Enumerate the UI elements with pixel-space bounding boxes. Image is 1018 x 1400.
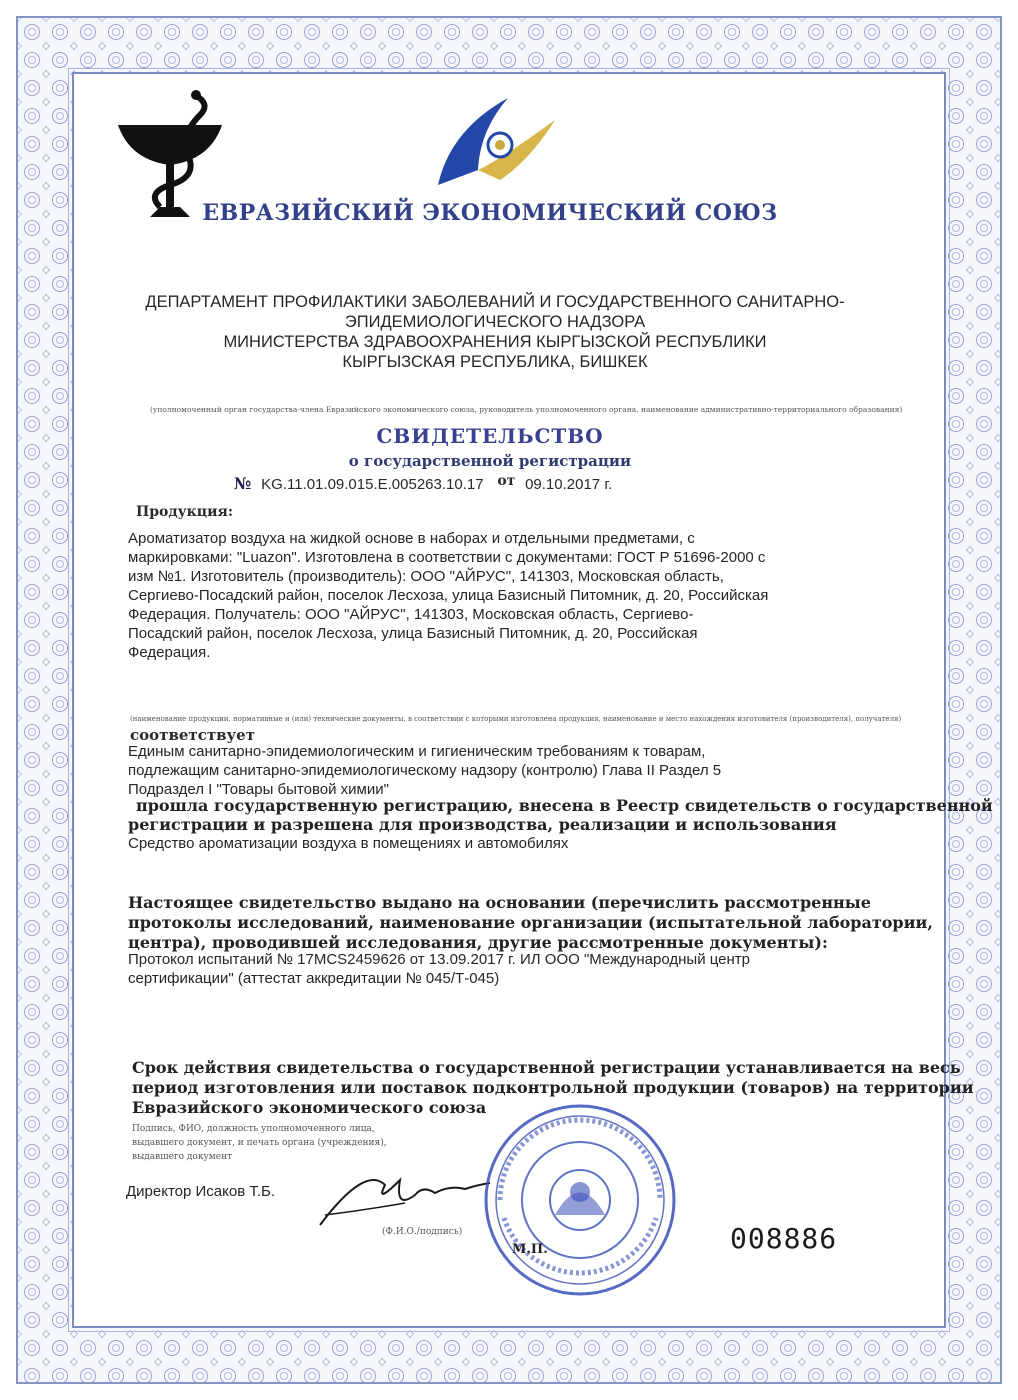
- certificate-subtitle: о государственной регистрации: [348, 452, 632, 470]
- department-line-2: ЭПИДЕМИОЛОГИЧЕСКОГО НАДЗОРА: [344, 313, 646, 331]
- basis-line-2: протоколы исследований, наименование организации (испытательной лаборатории,: [128, 913, 933, 932]
- basis-line-1: Настоящее свидетельство выдано на основании (перечислить рассмотренные: [128, 893, 871, 912]
- validity-line-3: Евразийского экономического союза: [132, 1098, 487, 1117]
- product-line-6: Посадский район, поселок Лесхоза, улица Базисный Питомник, д. 20, Российская: [128, 625, 698, 642]
- certificate-number: KG.11.01.09.015.E.005263.10.17: [261, 476, 484, 493]
- compliance-line-2: подлежащим санитарно-эпидемиологическому надзору (контролю) Глава II Раздел 5: [128, 762, 722, 779]
- compliance-line-1: Единым санитарно-эпидемиологическим и гигиеническим требованиям к товарам,: [128, 743, 706, 760]
- validity-line-1: Срок действия свидетельства о государственной регистрации устанавливается на весь: [132, 1058, 961, 1077]
- signature-note-line-3: выдавшего документ: [132, 1152, 233, 1162]
- registration-line-1: прошла государственную регистрацию, внесена в Реестр свидетельств о государственной: [136, 796, 993, 815]
- protocol-line-2: сертификации" (аттестат аккредитации № 045/Т-045): [128, 970, 500, 987]
- certificate-title: СВИДЕТЕЛЬСТВО: [376, 424, 604, 448]
- compliance-line-3: Подраздел I "Товары бытовой химии": [128, 781, 389, 798]
- department-line-3: МИНИСТЕРСТВА ЗДРАВООХРАНЕНИЯ КЫРГЫЗСКОЙ РЕСПУБЛИКИ: [223, 333, 767, 351]
- protocol-line-1: Протокол испытаний № 17MCS2459626 от 13.09.2017 г. ИЛ ООО "Международный центр: [128, 951, 751, 968]
- registration-usage: Средство ароматизации воздуха в помещениях и автомобилях: [128, 835, 569, 852]
- eaeu-emblem-icon: [430, 90, 560, 200]
- compliance-label: соответствует: [130, 726, 255, 744]
- date-label: от: [497, 473, 516, 489]
- fio-note: (Ф.И.О./подпись): [382, 1227, 463, 1237]
- signer-name: Директор Исаков Т.Б.: [126, 1183, 276, 1200]
- number-label: №: [234, 474, 252, 493]
- signature-icon: [305, 1155, 495, 1235]
- official-stamp-icon: [480, 1100, 680, 1300]
- department-line-1: ДЕПАРТАМЕНТ ПРОФИЛАКТИКИ ЗАБОЛЕВАНИЙ И ГОСУДАРСТВЕННОГО САНИТАРНО-: [145, 293, 845, 311]
- certificate-number-row: [234, 474, 612, 494]
- mp-label: М.П.: [512, 1242, 548, 1257]
- product-line-1: Ароматизатор воздуха на жидкой основе в наборах и отдельными предметами, с: [128, 530, 695, 547]
- signature-note-line-2: выдавшего документ, и печать органа (учреждения),: [132, 1138, 387, 1148]
- authority-note: (уполномоченный орган государства-члена Евразийского экономического союза, руководитель уполномоченного органа, наименование административно-территориального образования): [150, 405, 903, 414]
- product-line-5: Федерация. Получатель: ООО "АЙРУС", 141303, Московская область, Сергиево-: [128, 606, 694, 623]
- signature-note-line-1: Подпись, ФИО, должность уполномоченного лица,: [132, 1124, 375, 1134]
- union-title: ЕВРАЗИЙСКИЙ ЭКОНОМИЧЕСКИЙ СОЮЗ: [202, 200, 778, 226]
- serial-number: 008886: [730, 1222, 838, 1255]
- product-line-2: маркировками: "Luazon". Изготовлена в соответствии с документами: ГОСТ Р 51696-2000 с: [128, 549, 766, 566]
- product-note: (наименование продукции, нормативные и (или) технические документы, в соответствии с которыми изготовлена продукция, наименование и место нахождения изготовителя (производителя), получателя): [130, 715, 902, 723]
- product-label: Продукция:: [136, 504, 233, 520]
- basis-line-3: центра), проводившей исследования, другие рассмотренные документы):: [128, 933, 828, 952]
- department-line-4: КЫРГЫЗСКАЯ РЕСПУБЛИКА, БИШКЕК: [342, 353, 648, 371]
- validity-line-2: период изготовления или поставок подконтрольной продукции (товаров) на территории: [132, 1078, 974, 1097]
- certificate-date: 09.10.2017 г.: [525, 476, 613, 493]
- registration-line-2: регистрации и разрешена для производства, реализации и использования: [128, 815, 837, 834]
- product-line-7: Федерация.: [128, 644, 211, 661]
- product-line-4: Сергиево-Посадский район, поселок Лесхоза, улица Базисный Питомник, д. 20, Российская: [128, 587, 769, 604]
- product-line-3: изм №1. Изготовитель (производитель): ООО "АЙРУС", 141303, Московская область,: [128, 568, 724, 585]
